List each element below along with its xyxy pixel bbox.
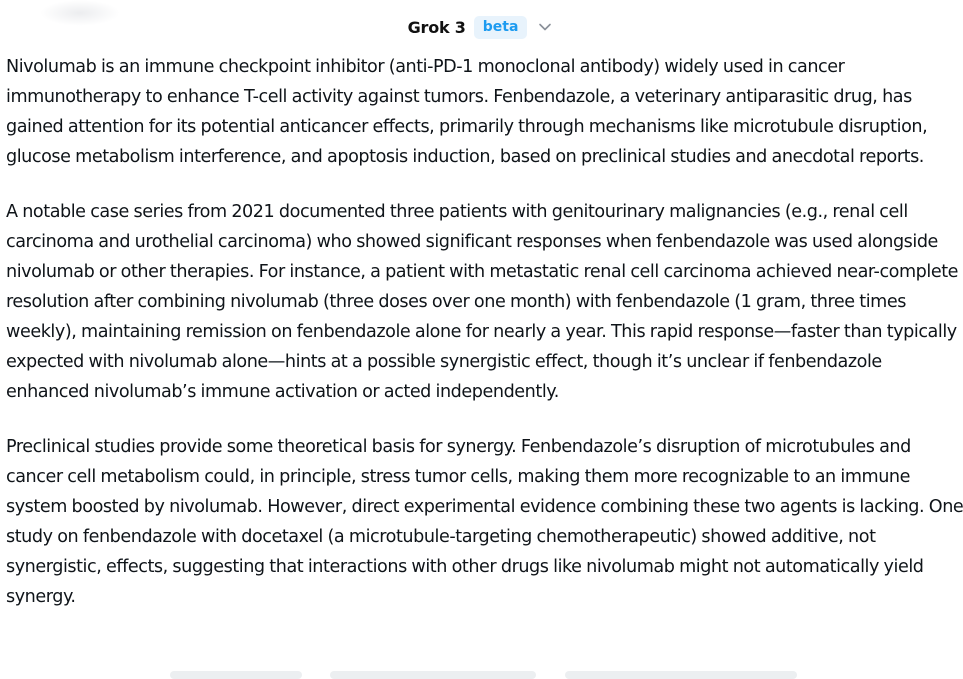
chevron-down-icon[interactable] — [535, 17, 555, 37]
response-paragraph: A notable case series from 2021 documented three patients with genitourinary malignancies (e.g., renal cell carcinoma and urothelial carcinoma) who showed significant responses when fenbendazole was used alongside nivolumab or other therapies. For instance, a patient with metastatic renal cell carcinoma achieved near-complete resolution after combining nivolumab (three doses over one month) with fenbendazole (1 gram, three times weekly), maintaining remission on fenbendazole alone for nearly a year. This rapid response—faster than typically expected with nivolumab alone—hints at a possible synergistic effect, though it’s unclear if fenbendazole enhanced nivolumab’s immune activation or acted independently. — [6, 202, 959, 402]
model-selector[interactable] — [0, 13, 963, 41]
beta-badge: beta — [474, 16, 528, 39]
action-pill[interactable] — [330, 671, 536, 679]
action-pill[interactable] — [170, 671, 302, 679]
response-paragraph: Nivolumab is an immune checkpoint inhibitor (anti-PD-1 monoclonal antibody) widely used in cancer immunotherapy to enhance T-cell activity against tumors. Fenbendazole, a veterinary antiparasitic drug, has gained attention for its potential anticancer effects, primarily through mechanisms like microtubule disruption, glucose metabolism interference, and apoptosis induction, based on preclinical studies and anecdotal reports. — [6, 57, 928, 167]
action-pill[interactable] — [565, 671, 797, 679]
response-paragraph: Preclinical studies provide some theoretical basis for synergy. Fenbendazole’s disruption of microtubules and cancer cell metabolism could, in principle, stress tumor cells, making them more recognizable to an immune system boosted by nivolumab. However, direct experimental evidence combining these two agents is lacking. One study on fenbendazole with docetaxel (a microtubule-targeting chemotherapeutic) showed additive, not synergistic, effects, suggesting that interactions with other drugs like nivolumab might not automatically yield synergy. — [6, 437, 963, 607]
model-name: Grok 3 — [407, 17, 466, 37]
bottom-action-bar — [0, 669, 963, 675]
response-body — [6, 52, 963, 637]
